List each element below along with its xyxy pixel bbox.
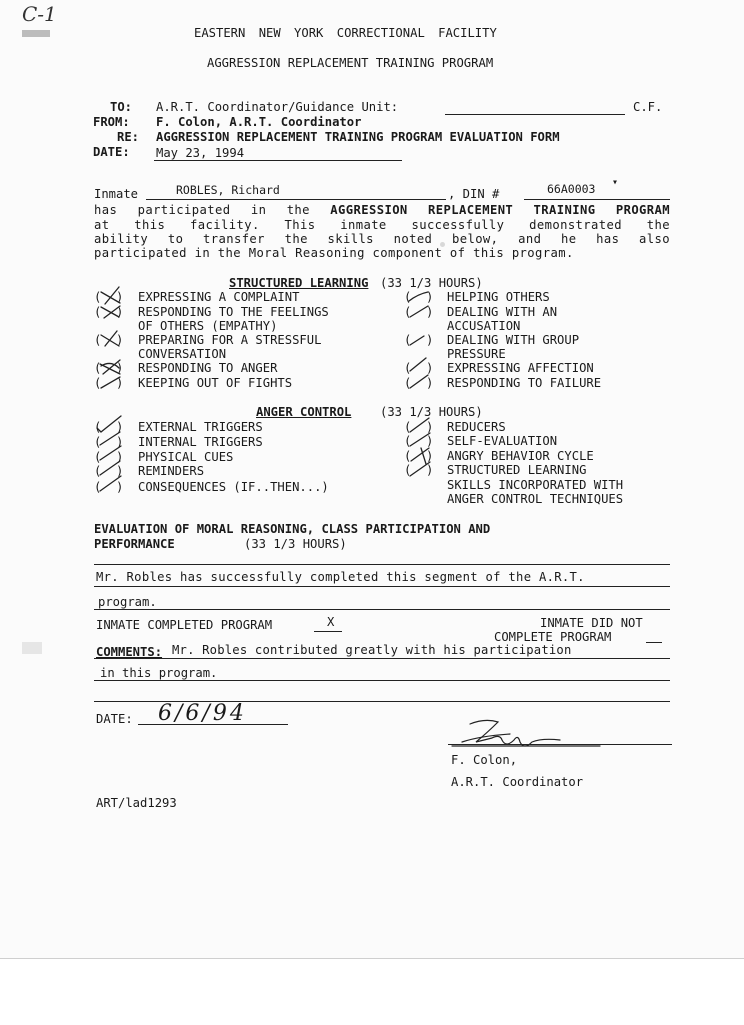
sl-right-item: DEALING WITH AN	[447, 305, 558, 319]
sl-right-item: HELPING OTHERS	[447, 290, 550, 304]
sl-left-item: OF OTHERS (EMPATHY)	[138, 319, 278, 333]
check-slash-mark	[410, 358, 426, 371]
body-line-4: participated in the Moral Reasoning component of this program.	[94, 246, 574, 260]
check-x-mark	[100, 360, 120, 374]
sl-paren-5: ( )	[94, 376, 124, 390]
sl-paren-r4: ( )	[404, 361, 434, 375]
ac-left-item: REMINDERS	[138, 464, 205, 478]
sl-paren-2: ( )	[94, 305, 124, 319]
sl-right-item: PRESSURE	[447, 347, 506, 361]
from-label: FROM:	[93, 115, 130, 129]
scan-speck	[440, 242, 445, 247]
not-completed-label-2: COMPLETE PROGRAM	[494, 630, 612, 644]
ac-paren-r2: ( )	[404, 434, 434, 448]
not-completed-label-1: INMATE DID NOT	[540, 616, 643, 630]
inmate-name: ROBLES, Richard	[176, 183, 280, 197]
anger-control-title: ANGER CONTROL	[256, 405, 352, 419]
footer-reference: ART/lad1293	[96, 796, 177, 810]
evaluation-text-line1: Mr. Robles has successfully completed this segment of the A.R.T.	[96, 570, 585, 584]
check-slash-mark	[409, 292, 428, 301]
sl-paren-r5: ( )	[404, 376, 434, 390]
ac-left-item: CONSEQUENCES (IF..THEN...)	[138, 480, 329, 494]
ac-paren-2: ( )	[94, 435, 124, 449]
sl-paren-3: ( )	[94, 333, 124, 347]
check-slash-mark	[100, 446, 121, 460]
structured-learning-title: STRUCTURED LEARNING	[229, 276, 369, 290]
ac-paren-1: ( )	[94, 420, 124, 434]
check-slash-mark	[101, 377, 120, 388]
ac-right-item: SKILLS INCORPORATED WITH	[447, 478, 624, 492]
ac-paren-r3: ( )	[404, 449, 434, 463]
din-value: 66A0003	[547, 182, 596, 196]
sl-paren-r2: ( )	[404, 305, 434, 319]
ac-paren-r4: ( )	[404, 463, 434, 477]
body-line-3: ability to transfer the skills noted below, and he has also	[94, 232, 670, 246]
sl-right-item: DEALING WITH GROUP	[447, 333, 580, 347]
evaluation-title-line2: PERFORMANCE	[94, 537, 175, 551]
not-completed-blank-line	[646, 642, 662, 643]
signature-line	[448, 744, 672, 745]
signoff-date-value: 6/6/94	[158, 701, 247, 726]
ac-left-item: PHYSICAL CUES	[138, 450, 234, 464]
facility-title: EASTERN NEW YORK CORRECTIONAL FACILITY	[194, 26, 497, 40]
evaluation-line-1	[94, 586, 670, 587]
check-slash-mark	[100, 476, 121, 491]
check-x-mark	[101, 331, 119, 346]
sl-right-item: ACCUSATION	[447, 319, 521, 333]
check-slash-mark	[410, 375, 428, 388]
check-slash-mark	[100, 461, 120, 475]
check-slash-mark	[410, 306, 428, 317]
evaluation-line-2	[94, 609, 670, 610]
comments-rule-2	[94, 680, 670, 681]
inmate-label: Inmate	[94, 187, 139, 201]
completed-blank-line	[314, 631, 342, 632]
to-suffix: C.F.	[633, 100, 663, 114]
check-slash-mark	[410, 336, 424, 345]
scan-speck	[22, 642, 42, 654]
from-value: F. Colon, A.R.T. Coordinator	[156, 115, 362, 129]
corner-mark: C-1	[22, 2, 57, 26]
signer-title: A.R.T. Coordinator	[451, 775, 584, 789]
sl-right-item: RESPONDING TO FAILURE	[447, 376, 602, 390]
completed-mark: X	[327, 615, 335, 629]
to-value: A.R.T. Coordinator/Guidance Unit:	[156, 100, 399, 114]
din-label: , DIN #	[448, 187, 500, 201]
check-slash-mark	[410, 433, 430, 446]
check-tick-mark	[97, 416, 121, 432]
ac-right-item: ANGER CONTROL TECHNIQUES	[447, 492, 624, 506]
signoff-date-label: DATE:	[96, 712, 133, 726]
sl-paren-r1: ( )	[404, 290, 434, 304]
ac-right-item: STRUCTURED LEARNING	[447, 463, 587, 477]
re-value: AGGRESSION REPLACEMENT TRAINING PROGRAM EVALUATION FORM	[156, 130, 560, 144]
din-tick-mark: ▾	[612, 177, 619, 188]
sl-paren-4: ( )	[94, 361, 124, 375]
sl-left-item: RESPONDING TO ANGER	[138, 361, 278, 375]
ac-right-item: REDUCERS	[447, 420, 506, 434]
ac-right-item: ANGRY BEHAVIOR CYCLE	[447, 449, 594, 463]
signer-name: F. Colon,	[451, 753, 518, 767]
signoff-date-line	[138, 724, 288, 725]
check-slash-mark	[411, 448, 429, 464]
check-slash-mark	[100, 432, 120, 445]
re-label: RE:	[117, 130, 140, 144]
evaluation-top-line	[94, 564, 670, 565]
sl-left-item: KEEPING OUT OF FIGHTS	[138, 376, 293, 390]
date-label: DATE:	[93, 145, 130, 159]
check-x-mark	[101, 306, 120, 318]
completed-label: INMATE COMPLETED PROGRAM	[96, 618, 273, 632]
comments-label: COMMENTS:	[96, 645, 163, 659]
check-x-mark	[101, 287, 120, 304]
sl-paren-1: ( )	[94, 290, 124, 304]
evaluation-hours: (33 1/3 HOURS)	[244, 537, 347, 551]
evaluation-title-line1: EVALUATION OF MORAL REASONING, CLASS PARTICIPATION AND	[94, 522, 491, 536]
ac-paren-4: ( )	[94, 464, 124, 478]
comments-rule-1	[94, 658, 670, 659]
ac-left-item: EXTERNAL TRIGGERS	[138, 420, 263, 434]
structured-learning-hours: (33 1/3 HOURS)	[380, 276, 483, 290]
evaluation-text-line2: program.	[98, 595, 157, 609]
comments-line2: in this program.	[100, 666, 218, 680]
sl-left-item: RESPONDING TO THE FEELINGS	[138, 305, 329, 319]
ac-paren-r1: ( )	[404, 420, 434, 434]
ac-right-item: SELF-EVALUATION	[447, 434, 558, 448]
body-line-1: has participated in the AGGRESSION REPLACEMENT TRAINING PROGRAM	[94, 203, 671, 217]
ac-paren-5: ( )	[94, 480, 124, 494]
check-slash-mark	[410, 418, 429, 432]
sl-left-item: PREPARING FOR A STRESSFUL	[138, 333, 322, 347]
ac-left-item: INTERNAL TRIGGERS	[138, 435, 263, 449]
anger-control-hours: (33 1/3 HOURS)	[380, 405, 483, 419]
ac-paren-3: ( )	[94, 450, 124, 464]
comments-line1: Mr. Robles contributed greatly with his participation	[172, 643, 572, 657]
sl-paren-r3: ( )	[404, 333, 434, 347]
sl-left-item: EXPRESSING A COMPLAINT	[138, 290, 300, 304]
body-line-2: at this facility. This inmate successfully demonstrated the	[94, 218, 670, 232]
to-label: TO:	[110, 100, 133, 114]
sl-left-item: CONVERSATION	[138, 347, 227, 361]
check-slash-mark	[410, 462, 430, 476]
date-value: May 23, 1994	[156, 146, 245, 160]
program-title: AGGRESSION REPLACEMENT TRAINING PROGRAM	[207, 56, 494, 70]
sl-right-item: EXPRESSING AFFECTION	[447, 361, 594, 375]
